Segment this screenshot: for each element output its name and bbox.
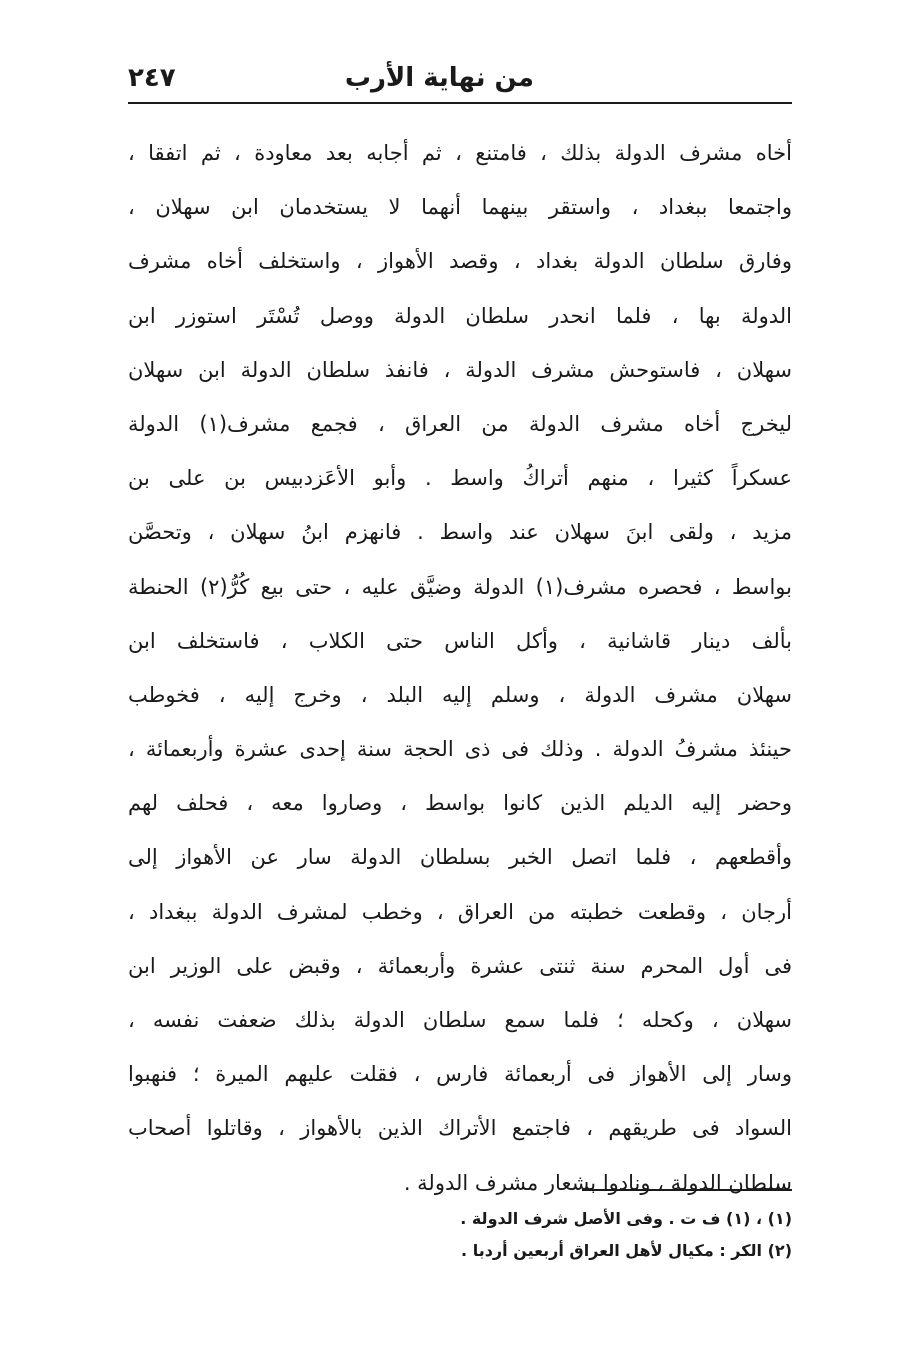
text-line-2: واجتمعا ببغداد ، واستقر بينهما أنهما لا يستخدمان ابن سهلان ، [128,195,792,220]
footnote-1: (١) ، (١) ف ت . وفى الأصل شرف الدولة . [460,1209,792,1228]
text-line-18: وسار إلى الأهواز فى أربعمائة فارس ، فقلت عليهم الميرة ؛ فنهبوا [128,1062,792,1087]
text-line-5: سهلان ، فاستوحش مشرف الدولة ، فانفذ سلطان الدولة ابن سهلان [128,357,792,382]
page-header [128,58,792,102]
text-line-20: سلطان الدولة ، ونادوا بشعار مشرف الدولة . [403,1170,792,1195]
footnotes [300,1203,792,1267]
text-line-11: سهلان مشرف الدولة ، وسلم إليه البلد ، وخرج إليه ، فخوطب [128,682,792,707]
page-number: ٢٤٧ [128,63,176,93]
footnote-rule [582,1189,792,1191]
body-text [128,126,792,1210]
text-line-15: أرجان ، وقطعت خطبته من العراق ، وخطب لمشرف الدولة ببغداد ، [128,899,792,924]
running-title: من نهاية الأرب [344,63,534,93]
text-line-12: حينئذ مشرفُ الدولة . وذلك فى ذى الحجة سنة إحدى عشرة وأربعمائة ، [128,737,792,762]
text-line-7: عسكراً كثيرا ، منهم أتراكُ واسط . وأبو الأعَزدبيس بن على بن [128,466,792,491]
text-line-13: وحضر إليه الديلم الذين كانوا بواسط ، وصاروا معه ، فحلف لهم [128,791,792,816]
footnote-2: (٢) الكر : مكيال لأهل العراق أربعين أردبا . [461,1241,792,1260]
header-rule [128,102,792,104]
text-line-10: بألف دينار قاشانية ، وأكل الناس حتى الكلاب ، فاستخلف ابن [128,628,792,653]
text-line-4: الدولة بها ، فلما انحدر سلطان الدولة ووصل تُسْتَر استوزر ابن [128,303,792,328]
text-line-19: السواد فى طريقهم ، فاجتمع الأتراك الذين بالأهواز ، وقاتلوا أصحاب [128,1116,792,1141]
text-line-1: أخاه مشرف الدولة بذلك ، فامتنع ، ثم أجابه بعد معاودة ، ثم اتفقا ، [128,141,792,165]
text-line-16: فى أول المحرم سنة ثنتى عشرة وأربعمائة ، وقبض على الوزير ابن [128,953,792,978]
text-line-17: سهلان ، وكحله ؛ فلما سمع سلطان الدولة بذلك ضعفت نفسه ، [128,1008,792,1032]
text-line-14: وأقطعهم ، فلما اتصل الخبر بسلطان الدولة سار عن الأهواز إلى [128,845,792,870]
text-line-6: ليخرج أخاه مشرف الدولة من العراق ، فجمع مشرف(١) الدولة [128,411,792,436]
text-line-8: مزيد ، ولقى ابنَ سهلان عند واسط . فانهزم ابنُ سهلان ، وتحصَّن [128,520,792,545]
text-line-3: وفارق سلطان الدولة بغداد ، وقصد الأهواز ، واستخلف أخاه مشرف [128,249,792,274]
text-line-9: بواسط ، فحصره مشرف(١) الدولة وضيَّق عليه ، حتى بيع كُرُّ(٢) الحنطة [128,574,792,599]
